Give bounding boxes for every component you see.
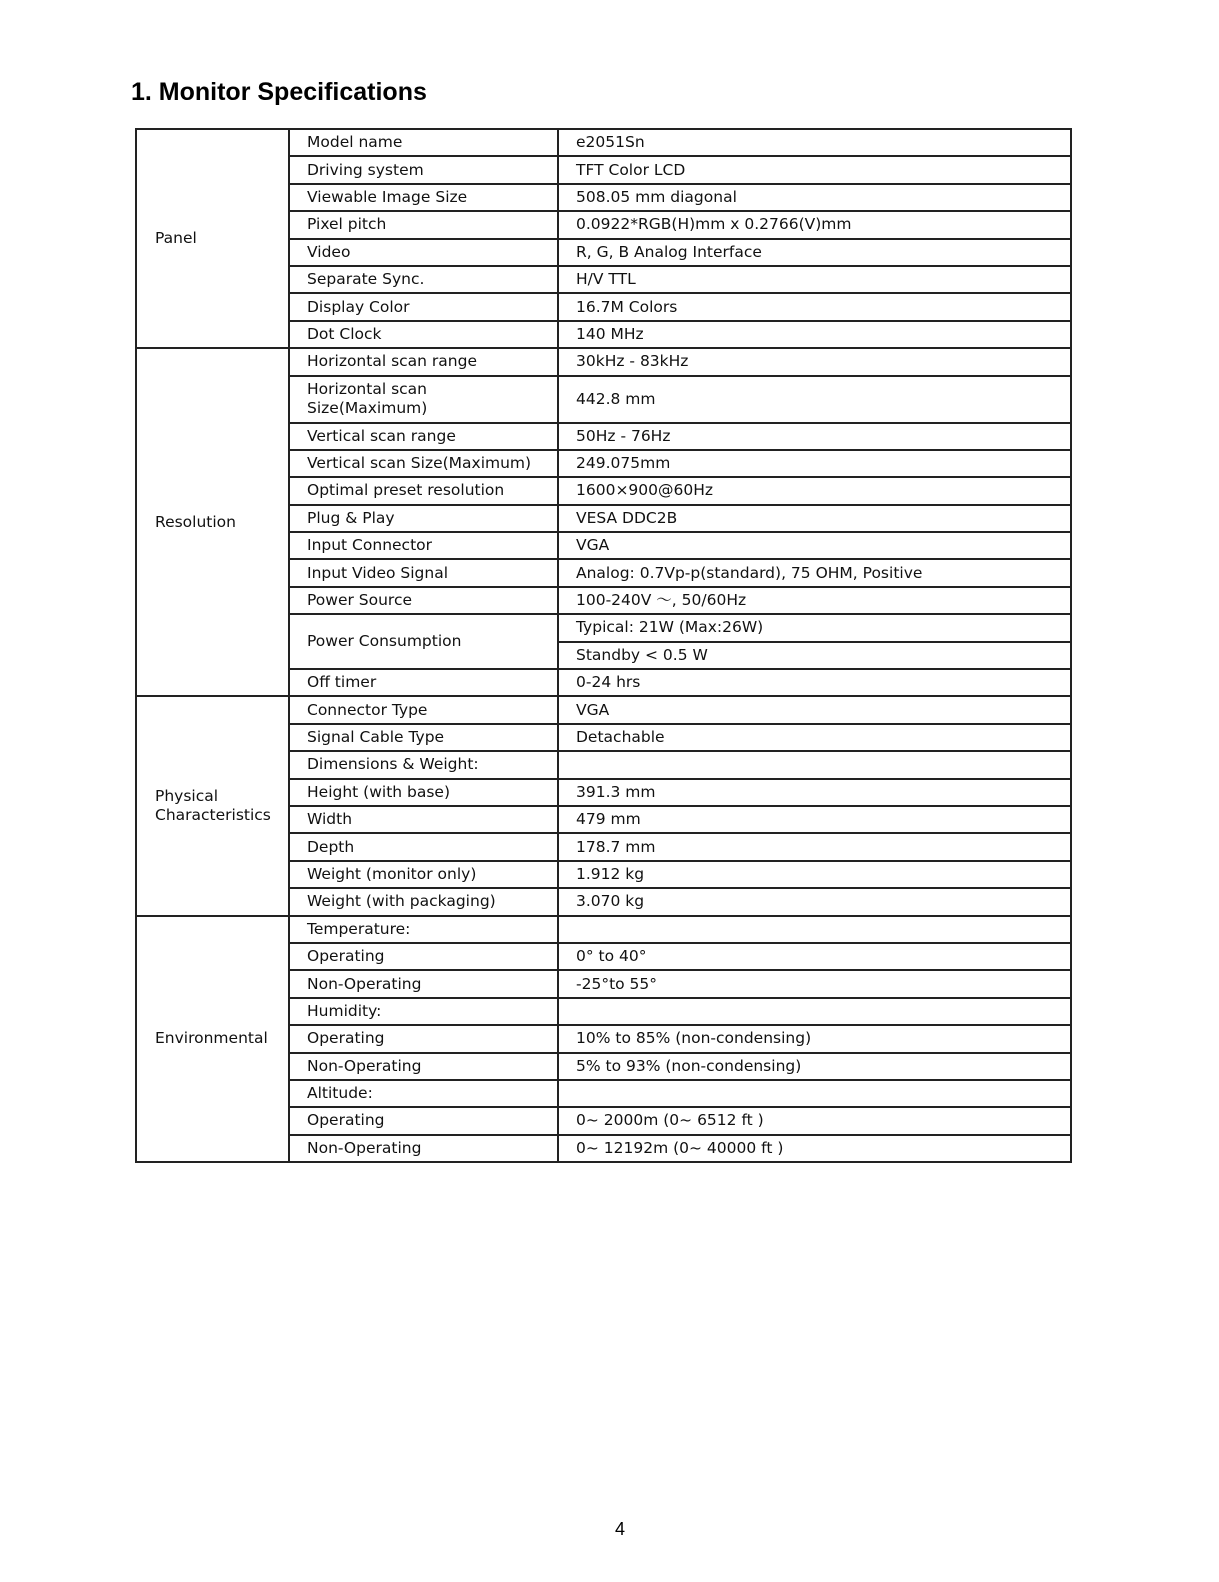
spec-label: Depth <box>289 833 558 860</box>
spec-value <box>558 916 1071 943</box>
spec-label: Height (with base) <box>289 779 558 806</box>
page-number: 4 <box>614 1519 625 1539</box>
spec-label: Weight (with packaging) <box>289 888 558 915</box>
spec-value: VESA DDC2B <box>558 505 1071 532</box>
spec-value: 16.7M Colors <box>558 293 1071 320</box>
spec-label: Horizontal scan range <box>289 348 558 375</box>
table-row <box>136 916 1071 943</box>
spec-value <box>558 1080 1071 1107</box>
spec-label: Display Color <box>289 293 558 320</box>
spec-label: Non-Operating <box>289 970 558 997</box>
spec-label: Connector Type <box>289 696 558 723</box>
category-environmental: Environmental <box>136 916 289 1163</box>
table-row <box>136 696 1071 723</box>
spec-label: Non-Operating <box>289 1135 558 1162</box>
spec-value: TFT Color LCD <box>558 156 1071 183</box>
spec-value: 442.8 mm <box>558 376 1071 423</box>
spec-value: 3.070 kg <box>558 888 1071 915</box>
table-row <box>136 129 1071 156</box>
spec-label: Operating <box>289 1025 558 1052</box>
spec-value: VGA <box>558 696 1071 723</box>
spec-label: Plug & Play <box>289 505 558 532</box>
spec-value <box>558 998 1071 1025</box>
spec-label: Horizontal scan Size(Maximum) <box>289 376 558 423</box>
spec-label: Pixel pitch <box>289 211 558 238</box>
spec-value: 10% to 85% (non-condensing) <box>558 1025 1071 1052</box>
category-panel: Panel <box>136 129 289 348</box>
category-physical <box>136 696 289 915</box>
spec-value: 391.3 mm <box>558 779 1071 806</box>
spec-value <box>558 751 1071 778</box>
spec-value: 0° to 40° <box>558 943 1071 970</box>
spec-label: Non-Operating <box>289 1053 558 1080</box>
page-title: 1. Monitor Specifications <box>131 78 427 106</box>
spec-label: Power Source <box>289 587 558 614</box>
spec-label: Operating <box>289 1107 558 1134</box>
spec-value: 1600×900@60Hz <box>558 477 1071 504</box>
spec-label: Altitude: <box>289 1080 558 1107</box>
spec-value: 5% to 93% (non-condensing) <box>558 1053 1071 1080</box>
spec-value: H/V TTL <box>558 266 1071 293</box>
spec-value: 0-24 hrs <box>558 669 1071 696</box>
spec-label: Humidity: <box>289 998 558 1025</box>
spec-value: Detachable <box>558 724 1071 751</box>
spec-value: Typical: 21W (Max:26W) <box>558 614 1071 641</box>
spec-label: Optimal preset resolution <box>289 477 558 504</box>
category-resolution: Resolution <box>136 348 289 696</box>
spec-label: Operating <box>289 943 558 970</box>
spec-label: Input Video Signal <box>289 559 558 586</box>
spec-table <box>135 128 1072 1163</box>
spec-value: 479 mm <box>558 806 1071 833</box>
spec-value: Analog: 0.7Vp-p(standard), 75 OHM, Positive <box>558 559 1071 586</box>
spec-label: Power Consumption <box>289 614 558 669</box>
spec-label: Vertical scan range <box>289 423 558 450</box>
spec-value: 249.075mm <box>558 450 1071 477</box>
spec-value: 1.912 kg <box>558 861 1071 888</box>
spec-label: Separate Sync. <box>289 266 558 293</box>
spec-label: Weight (monitor only) <box>289 861 558 888</box>
spec-label: Input Connector <box>289 532 558 559</box>
spec-label: Model name <box>289 129 558 156</box>
category-physical-line1: Physical <box>155 786 219 805</box>
spec-value: 178.7 mm <box>558 833 1071 860</box>
spec-value: 508.05 mm diagonal <box>558 184 1071 211</box>
spec-value: e2051Sn <box>558 129 1071 156</box>
spec-value: 100-240V ～, 50/60Hz <box>558 587 1071 614</box>
spec-label: Dimensions & Weight: <box>289 751 558 778</box>
spec-label: Video <box>289 239 558 266</box>
spec-value: 30kHz - 83kHz <box>558 348 1071 375</box>
spec-label: Width <box>289 806 558 833</box>
spec-value: 0~ 12192m (0~ 40000 ft ) <box>558 1135 1071 1162</box>
spec-label: Off timer <box>289 669 558 696</box>
spec-value: -25°to 55° <box>558 970 1071 997</box>
spec-value: 140 MHz <box>558 321 1071 348</box>
spec-label: Signal Cable Type <box>289 724 558 751</box>
spec-label: Temperature: <box>289 916 558 943</box>
spec-label: Dot Clock <box>289 321 558 348</box>
spec-value: R, G, B Analog Interface <box>558 239 1071 266</box>
spec-value: 0.0922*RGB(H)mm x 0.2766(V)mm <box>558 211 1071 238</box>
spec-label: Driving system <box>289 156 558 183</box>
spec-label: Viewable Image Size <box>289 184 558 211</box>
spec-value: Standby < 0.5 W <box>558 642 1071 669</box>
spec-value: VGA <box>558 532 1071 559</box>
table-row <box>136 348 1071 375</box>
category-physical-line2: Characteristics <box>155 805 271 824</box>
spec-value: 50Hz - 76Hz <box>558 423 1071 450</box>
spec-value: 0~ 2000m (0~ 6512 ft ) <box>558 1107 1071 1134</box>
spec-label: Vertical scan Size(Maximum) <box>289 450 558 477</box>
